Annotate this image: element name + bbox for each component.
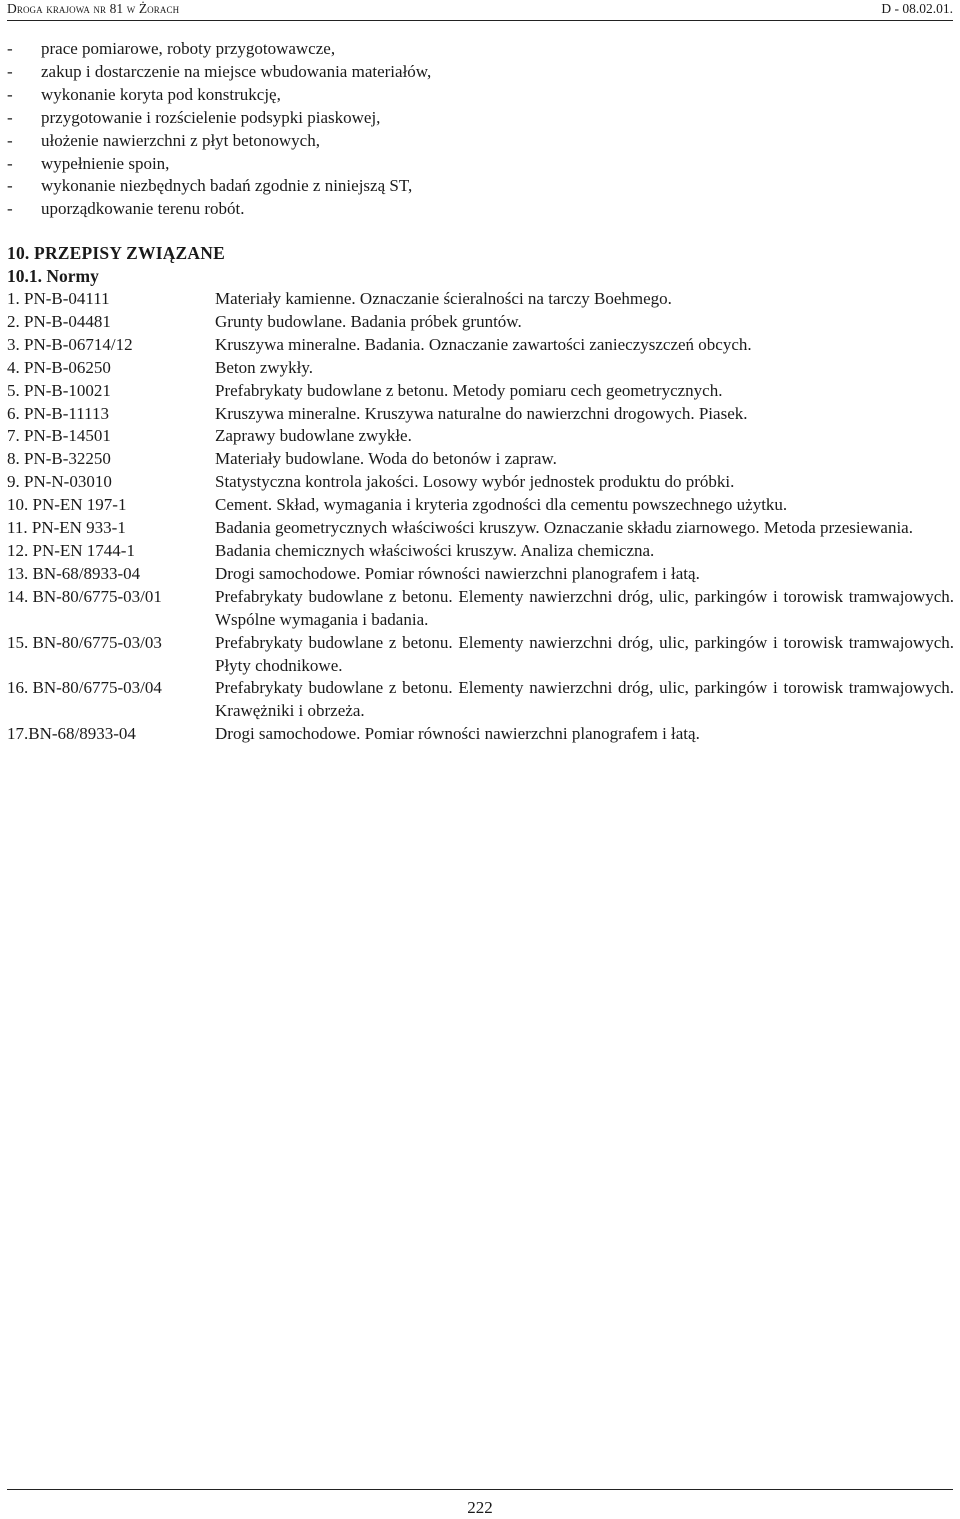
norm-code: 4. PN-B-06250: [7, 357, 111, 377]
norm-row: [7, 517, 954, 540]
specification-code: D - 08.02.01.: [881, 1, 953, 16]
norm-row: [7, 288, 954, 311]
norm-title: Grunty budowlane. Badania próbek gruntów.: [215, 311, 522, 331]
norm-row: [7, 425, 954, 448]
norm-row: [7, 586, 954, 632]
scope-list: [7, 38, 431, 221]
list-item-text: przygotowanie i rozścielenie podsypki piaskowej,: [41, 107, 381, 127]
norm-title: Statystyczna kontrola jakości. Losowy wybór jednostek produktu do próbki.: [215, 472, 735, 492]
norm-row: [7, 563, 954, 586]
list-item: [7, 175, 431, 198]
page-footer: [7, 1489, 953, 1517]
norm-code: 7. PN-B-14501: [7, 426, 111, 446]
norm-row: [7, 448, 954, 471]
list-item-text: zakup i dostarczenie na miejsce wbudowania materiałów,: [41, 61, 432, 81]
norm-code: 1. PN-B-04111: [7, 289, 110, 308]
norm-row: [7, 471, 954, 494]
dash-marker: -: [7, 199, 13, 219]
list-item-text: ułożenie nawierzchni z płyt betonowych,: [41, 130, 320, 150]
list-item-text: wykonanie koryta pod konstrukcję,: [41, 84, 281, 104]
norm-row: [7, 403, 954, 426]
norm-title: Kruszywa mineralne. Badania. Oznaczanie zawartości zanieczyszczeń obcych.: [215, 334, 752, 354]
norm-code: 17.BN-68/8933-04: [7, 724, 136, 744]
list-item: [7, 198, 431, 221]
norm-row: [7, 311, 954, 334]
norm-title: Cement. Skład, wymagania i kryteria zgodności dla cementu powszechnego użytku.: [215, 495, 788, 515]
norm-row: [7, 357, 954, 380]
norm-title: Badania chemicznych właściwości kruszyw. Analiza chemiczna.: [215, 540, 655, 560]
norm-title: Prefabrykaty budowlane z betonu. Elementy nawierzchni dróg, ulic, parkingów i torowisk tramwajowych. Krawężniki i obrzeża.: [215, 678, 954, 721]
list-item-text: uporządkowanie terenu robót.: [41, 199, 245, 219]
norms-list: [7, 288, 954, 746]
list-item: [7, 130, 431, 153]
dash-marker: -: [7, 107, 13, 127]
norm-code: 6. PN-B-11113: [7, 403, 109, 423]
list-item: [7, 107, 431, 130]
page-header: [7, 0, 953, 21]
norm-title: Zaprawy budowlane zwykłe.: [215, 426, 412, 446]
norm-code: 8. PN-B-32250: [7, 449, 111, 469]
norm-title: Beton zwykły.: [215, 357, 314, 377]
dash-marker: -: [7, 153, 13, 173]
page-number: 222: [467, 1498, 493, 1517]
norm-title: Kruszywa mineralne. Kruszywa naturalne do nawierzchni drogowych. Piasek.: [215, 403, 748, 423]
list-item-text: wypełnienie spoin,: [41, 153, 170, 173]
dash-marker: -: [7, 130, 13, 150]
list-item: [7, 61, 431, 84]
norm-title: Drogi samochodowe. Pomiar równości nawierzchni planografem i łatą.: [215, 563, 700, 583]
norm-title: Prefabrykaty budowlane z betonu. Elementy nawierzchni dróg, ulic, parkingów i torowisk tramwajowych. Płyty chodnikowe.: [215, 632, 954, 675]
norm-row: [7, 540, 954, 563]
dash-marker: -: [7, 84, 13, 104]
norm-row: [7, 380, 954, 403]
list-item-text: prace pomiarowe, roboty przygotowawcze,: [41, 39, 336, 58]
norm-title: Materiały budowlane. Woda do betonów i zapraw.: [215, 449, 557, 469]
norm-row: [7, 677, 954, 723]
dash-marker: -: [7, 61, 13, 81]
norm-code: 12. PN-EN 1744-1: [7, 540, 135, 560]
norm-code: 15. BN-80/6775-03/03: [7, 632, 162, 652]
dash-marker: -: [7, 176, 13, 196]
norm-row: [7, 334, 954, 357]
list-item: [7, 84, 431, 107]
norm-code: 11. PN-EN 933-1: [7, 518, 126, 538]
norm-code: 14. BN-80/6775-03/01: [7, 586, 162, 606]
norm-row: [7, 723, 954, 746]
list-item: [7, 38, 431, 61]
norm-row: [7, 632, 954, 678]
norm-code: 2. PN-B-04481: [7, 311, 111, 331]
dash-marker: -: [7, 39, 13, 58]
norm-title: Drogi samochodowe. Pomiar równości nawierzchni planografem i łatą.: [215, 724, 700, 744]
norm-code: 16. BN-80/6775-03/04: [7, 678, 162, 698]
norm-code: 10. PN-EN 197-1: [7, 495, 127, 515]
norm-code: 3. PN-B-06714/12: [7, 334, 133, 354]
norm-code: 13. BN-68/8933-04: [7, 563, 141, 583]
norm-title: Materiały kamienne. Oznaczanie ścieralności na tarczy Boehmego.: [215, 289, 672, 308]
section-heading: 10. PRZEPISY ZWIĄZANE: [7, 243, 225, 263]
norm-row: [7, 494, 954, 517]
list-item-text: wykonanie niezbędnych badań zgodnie z niniejszą ST,: [41, 176, 413, 196]
norm-title: Prefabrykaty budowlane z betonu. Elementy nawierzchni dróg, ulic, parkingów i torowisk tramwajowych. Wspólne wymagania i badania.: [215, 586, 954, 629]
norm-title: Prefabrykaty budowlane z betonu. Metody pomiaru cech geometrycznych.: [215, 380, 723, 400]
subsection-heading: 10.1. Normy: [7, 266, 99, 286]
list-item: [7, 153, 431, 176]
norm-code: 5. PN-B-10021: [7, 380, 111, 400]
norm-title: Badania geometrycznych właściwości kruszyw. Oznaczanie składu ziarnowego. Metoda przesiewania.: [215, 518, 913, 538]
document-title: Droga krajowa nr 81 w Żorach: [7, 1, 180, 16]
norm-code: 9. PN-N-03010: [7, 472, 112, 492]
